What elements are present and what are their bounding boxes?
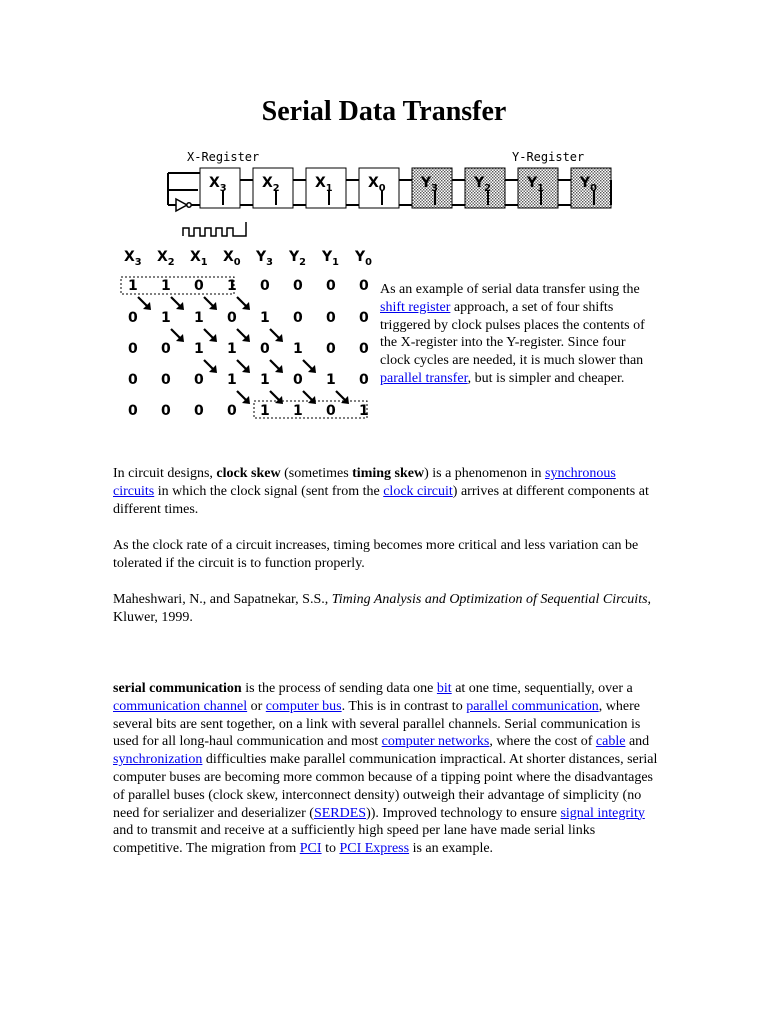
bit-value: 0 [326,341,336,357]
serial-transfer-caption [380,281,655,388]
shift-arrow [237,360,250,373]
table-header-y1: $Y_1$ [322,249,339,268]
register-cell-label: $Y_2$ [474,175,491,194]
paragraph-text: ) is a phenomenon in [424,466,546,481]
paragraph-text: in which the clock signal (sent from the [154,483,384,499]
paragraph-text: is an example. [409,841,494,857]
shift-arrow [171,329,184,342]
paragraph-text: to [321,841,340,857]
register-cell-label: $X_2$ [262,175,280,194]
bit-value: 1 [161,310,171,326]
register-cell-label: $Y_3$ [421,175,438,194]
paragraph-text: (sometimes [280,466,353,481]
clock-rate-paragraph: As the clock rate of a circuit increases, timing becomes more critical and less variation can be tolerated if the circuit is to function properly. [113,538,639,571]
table-header-y2: $Y_2$ [289,249,306,268]
reference-paragraph [113,591,658,627]
bit-value: 1 [194,310,204,326]
clock-pulse-waveform [183,222,246,236]
bit-value: 0 [293,372,303,388]
bit-value: 0 [128,341,138,357]
computer-bus-link[interactable]: computer bus [265,698,342,714]
shift-arrow [138,297,151,310]
bit-value: 0 [359,278,369,294]
table-headers [124,249,372,268]
register-cells [200,168,611,208]
register-cell-label: $X_3$ [209,175,227,194]
table-header-x1: $X_1$ [190,249,208,268]
shift-arrow [237,329,250,342]
parallel-transfer-link[interactable]: parallel transfer [380,370,468,386]
bit-value: 1 [260,403,270,419]
bit-value: 1 [260,372,270,388]
reference-authors: Maheshwari, N., and Sapatnekar, S.S., [113,592,332,607]
bit-value: 0 [293,310,303,326]
bit-value: 0 [128,310,138,326]
paragraph-text: )). Improved technology to ensure [366,805,561,821]
bit-link[interactable]: bit [436,681,452,696]
shift-arrow [270,329,283,342]
paragraph-text: ) arrives at different components at different times. [113,483,649,517]
bit-value: 0 [194,403,204,419]
bit-value: 1 [359,403,369,419]
shift-register-link[interactable]: shift register [380,299,451,315]
table-header-x0: $X_0$ [223,249,241,268]
y-register-label: Y-Register [512,150,585,164]
paragraph-text: is the process of sending data one [241,681,437,696]
shift-arrow [204,297,217,310]
communication-channel-link[interactable]: communication channel [113,698,248,714]
paragraph-text: In circuit designs, [113,466,217,481]
shift-arrow [336,391,349,404]
paragraph-text: and [625,734,650,750]
register-cell-label: $Y_1$ [527,175,544,194]
bit-value: 0 [161,341,171,357]
pci-express-link[interactable]: PCI Express [339,841,410,857]
bit-value: 0 [359,372,369,388]
synchronization-link[interactable]: synchronization [113,752,203,768]
bit-value: 1 [227,372,237,388]
bit-value: 1 [194,341,204,357]
bit-value: 0 [359,341,369,357]
paragraph-text: or [247,698,266,714]
caption-text: , but is simpler and cheaper. [467,370,625,386]
clock-skew-term: clock skew [216,466,281,481]
parallel-communication-link[interactable]: parallel communication [466,698,599,714]
bit-value: 0 [194,372,204,388]
bit-value: 0 [326,310,336,326]
bit-value: 1 [326,372,336,388]
bit-value: 0 [260,341,270,357]
bit-value: 0 [326,403,336,419]
clock-circuit-link[interactable]: clock circuit [383,483,453,499]
shift-arrow [171,297,184,310]
bit-value: 1 [227,341,237,357]
page-title: Serial Data Transfer [261,96,507,127]
paragraph-text: difficulties make parallel communication impractical. At shorter distances, serial computer buses are becoming more common because of a tipping point where the disadvantages of parallel buses (clock skew, interconnect density) outweigh their advantage of simplicity (no need for serializer and deserializer ( [113,752,658,821]
caption-text: approach, a set of four shifts triggered by clock pulses places the contents of the X-register into the Y-register. Since four clock cycles are needed, it is much slower than [380,299,645,369]
bit-value: 0 [326,278,336,294]
bit-value: 0 [227,310,237,326]
bit-value: 0 [227,403,237,419]
pci-link[interactable]: PCI [299,841,322,857]
register-cell-label: $Y_0$ [580,175,597,194]
paragraph-text: . This is in contrast to [341,698,467,714]
shift-arrow [237,391,250,404]
final-y-bits-box [254,401,367,418]
bit-value: 0 [194,278,204,294]
bit-value: 0 [359,310,369,326]
shift-arrow [303,360,316,373]
synchronous-circuits-link[interactable]: synchronous circuits [113,466,616,499]
timing-skew-term: timing skew [352,466,425,481]
register-cell-label: $X_0$ [368,175,386,194]
table-header-y0: $Y_0$ [355,249,372,268]
table-header-x2: $X_2$ [157,249,175,268]
serial-communication-paragraph [113,680,658,858]
serial-communication-term: serial communication [113,681,242,696]
cable-link[interactable]: cable [595,734,626,750]
initial-x-bits-box [121,277,234,294]
bit-value: 1 [227,278,237,294]
bit-value: 1 [293,341,303,357]
reference-publisher: , Kluwer, 1999. [113,592,652,625]
computer-networks-link[interactable]: computer networks [381,734,490,750]
x-register-label: X-Register [187,150,260,164]
paragraph-text: , where several bits are sent together, on a link with several parallel channels. Serial communication is used for all long-haul communication and most [113,698,641,750]
reference-title: Timing Analysis and Optimization of Sequential Circuits [331,592,648,607]
bit-value: 0 [128,403,138,419]
caption-text: As an example of serial data transfer using the [380,282,640,297]
shift-arrow [204,360,217,373]
bit-value: 0 [161,403,171,419]
signal-integrity-link[interactable]: signal integrity [560,805,645,821]
paragraph-text: and to transmit and receive at a sufficiently high speed per lane have made serial links competitive. The migration from [113,823,596,857]
table-header-x3: $X_3$ [124,249,142,268]
bit-value: 0 [161,372,171,388]
clock-buffer [176,199,191,211]
shift-arrow [270,360,283,373]
shift-arrow [237,297,250,310]
register-cell-label: $X_1$ [315,175,333,194]
serdes-link[interactable]: SERDES [313,805,367,821]
shift-arrow [204,329,217,342]
bit-value: 1 [260,310,270,326]
bit-value: 1 [293,403,303,419]
bit-value: 0 [260,278,270,294]
shift-arrow [303,391,316,404]
clock-skew-paragraph [113,465,658,518]
paragraph-text: at one time, sequentially, over a [451,681,633,696]
bit-value: 1 [161,278,171,294]
table-header-y3: $Y_3$ [256,249,273,268]
bit-value: 0 [293,278,303,294]
paragraph-text: , where the cost of [489,734,596,750]
bit-value: 1 [128,278,138,294]
shift-arrow [270,391,283,404]
bit-value: 0 [128,372,138,388]
